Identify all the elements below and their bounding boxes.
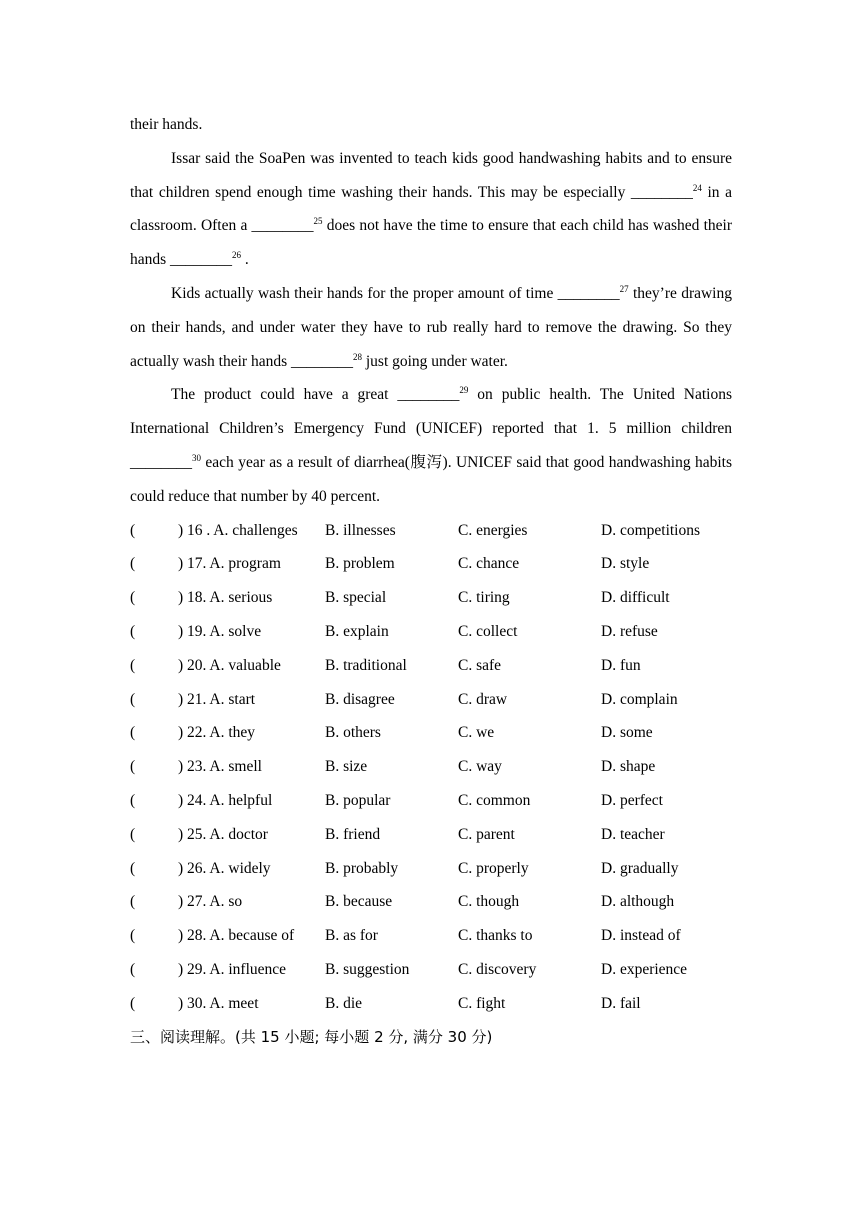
question-option-c: C. chance [458,555,520,573]
question-option-d: D. experience [601,960,688,978]
paragraph-text: just going under water. [361,352,508,370]
blank-30: ________ [130,453,192,471]
answer-blank[interactable]: ( [130,927,136,945]
answer-blank[interactable]: ( [130,859,136,877]
question-option-c: C. safe [458,656,502,674]
question-option-b: B. special [325,589,387,607]
answer-blank[interactable]: ( [130,589,136,607]
question-option-b: B. size [325,758,368,776]
question-option-a: ) 29. A. influence [178,960,287,978]
question-option-b: B. as for [325,927,378,945]
blank-number-25: 25 [313,216,323,227]
question-option-c: C. discovery [458,960,537,978]
paragraph-text: Issar said the SoaPen was invented to teach kids good handwashing habits and to ensure that children spend enough time washing their hands. This may be especially [130,149,732,201]
question-row-19 [130,615,732,649]
question-option-a: ) 25. A. doctor [178,825,268,843]
question-option-c: C. thanks to [458,927,533,945]
question-option-b: B. popular [325,791,391,809]
question-option-c: C. tiring [458,589,510,607]
question-option-c: C. common [458,791,531,809]
paragraph-text: does not have the time to ensure that each child has washed their hands [130,217,732,269]
passage-paragraph-0 [130,108,732,142]
question-option-a: ) 30. A. meet [178,994,259,1012]
question-option-a: ) 16 . A. challenges [178,521,298,539]
question-row-23 [130,750,732,784]
question-row-16 [130,514,732,548]
question-option-d: D. although [601,893,675,911]
exam-page [130,108,732,1054]
question-list [130,514,732,1021]
blank-number-29: 29 [459,385,469,396]
question-row-24 [130,784,732,818]
answer-blank[interactable]: ( [130,893,136,911]
question-option-d: D. competitions [601,521,701,539]
answer-blank[interactable]: ( [130,825,136,843]
question-option-d: D. perfect [601,791,663,809]
answer-blank[interactable]: ( [130,622,136,640]
paragraph-text: in a classroom. Often a [130,183,733,235]
question-option-c: C. energies [458,521,528,539]
question-option-c: C. parent [458,825,515,843]
paragraph-text: The product could have a great [171,386,398,404]
blank-24: ________ [630,183,693,201]
paragraph-text: on public health. The United Nations International Children’s Emergency Fund (UNICEF) reported that 1. 5 million children [130,386,732,438]
answer-blank[interactable]: ( [130,521,136,539]
question-option-b: B. explain [325,622,389,640]
answer-blank[interactable]: ( [130,791,136,809]
paragraph-text: . [241,251,249,269]
blank-number-26: 26 [232,250,242,261]
question-option-a: ) 26. A. widely [178,859,271,877]
question-option-d: D. gradually [601,859,679,877]
question-row-20 [130,649,732,683]
question-option-a: ) 19. A. solve [178,622,262,640]
blank-number-27: 27 [619,283,629,294]
question-option-b: B. suggestion [325,960,410,978]
question-option-d: D. some [601,724,653,742]
question-option-d: D. complain [601,690,678,708]
section-heading: 三、阅读理解。(共 15 小题; 每小题 2 分, 满分 30 分) [130,1027,493,1046]
passage-paragraph-1 [130,142,732,277]
paragraph-text: Kids actually wash their hands for the proper amount of time [171,284,558,302]
blank-number-30: 30 [192,452,201,463]
answer-blank[interactable]: ( [130,656,136,674]
answer-blank[interactable]: ( [130,690,136,708]
question-option-b: B. problem [325,555,395,573]
question-option-d: D. fun [601,656,641,674]
question-row-30 [130,987,732,1021]
blank-28: ________ [290,352,353,370]
question-option-b: B. traditional [325,656,407,674]
question-option-a: ) 21. A. start [178,690,256,708]
question-option-d: D. shape [601,758,656,776]
question-option-b: B. friend [325,825,381,843]
answer-blank[interactable]: ( [130,960,136,978]
question-option-a: ) 24. A. helpful [178,791,273,809]
paragraph-text: each year as a result of diarrhea(腹泻). UNICEF said that good handwashing habits could reduce that number by 40 percent. [130,453,732,505]
question-option-c: C. way [458,758,502,776]
paragraph-text: they’re drawing on their hands, and under water they have to rub really hard to remove the drawing. So they actually wash their hands [130,284,732,370]
question-option-d: D. instead of [601,927,681,945]
question-option-b: B. disagree [325,690,395,708]
passage-paragraph-3 [130,378,732,513]
question-row-17 [130,547,732,581]
passage-paragraph-2 [130,277,732,378]
question-row-26 [130,852,732,886]
question-option-d: D. difficult [601,589,670,607]
question-row-28 [130,919,732,953]
question-option-d: D. refuse [601,622,658,640]
question-option-c: C. though [458,893,520,911]
question-option-a: ) 18. A. serious [178,589,273,607]
blank-25: ________ [251,217,314,235]
question-option-d: D. teacher [601,825,665,843]
question-row-18 [130,581,732,615]
question-option-a: ) 27. A. so [178,893,243,911]
question-option-a: ) 28. A. because of [178,927,295,945]
answer-blank[interactable]: ( [130,758,136,776]
question-row-25 [130,818,732,852]
blank-number-28: 28 [352,351,362,362]
question-option-a: ) 17. A. program [178,555,281,573]
question-option-b: B. illnesses [325,521,396,539]
question-option-a: ) 20. A. valuable [178,656,281,674]
question-option-a: ) 22. A. they [178,724,256,742]
answer-blank[interactable]: ( [130,994,136,1012]
question-row-21 [130,683,732,717]
question-option-a: ) 23. A. smell [178,758,262,776]
question-option-b: B. probably [325,859,399,877]
question-option-b: B. die [325,994,363,1012]
question-row-27 [130,885,732,919]
blank-27: ________ [557,284,620,302]
answer-blank[interactable]: ( [130,555,136,573]
question-option-c: C. fight [458,994,506,1012]
question-option-d: D. style [601,555,650,573]
question-row-29 [130,953,732,987]
question-option-c: C. we [458,724,495,742]
question-option-c: C. draw [458,690,508,708]
blank-number-24: 24 [692,182,702,193]
blank-26: ________ [170,251,233,269]
question-option-b: B. because [325,893,393,911]
question-option-d: D. fail [601,994,641,1012]
question-option-c: C. collect [458,622,518,640]
question-row-22 [130,716,732,750]
blank-29: ________ [397,386,460,404]
paragraph-text: their hands. [130,116,203,133]
answer-blank[interactable]: ( [130,724,136,742]
question-option-c: C. properly [458,859,529,877]
question-option-b: B. others [325,724,381,742]
